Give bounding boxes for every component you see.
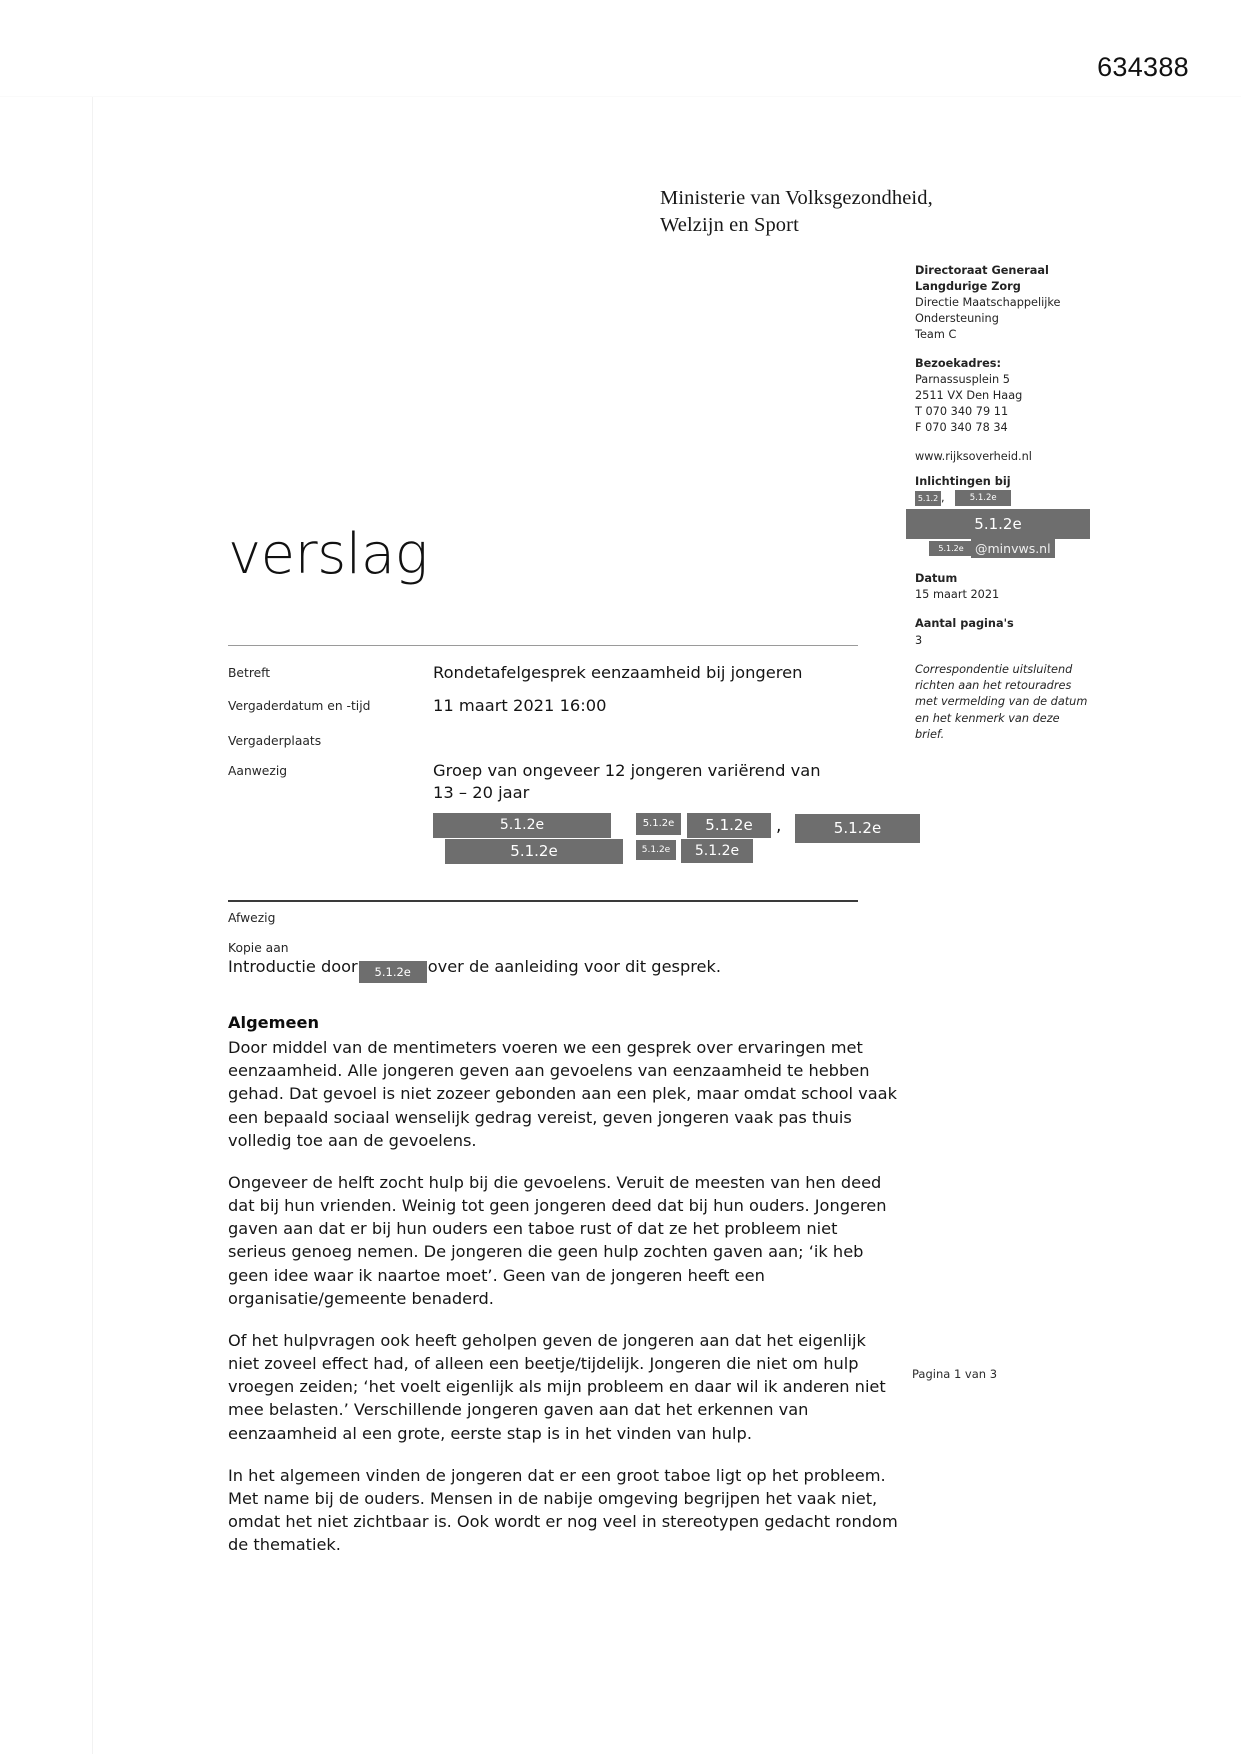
value-present (433, 760, 882, 868)
address-phone: T 070 340 79 11 (915, 405, 1009, 419)
redaction-bar-contact-2: 5.1.2e (955, 490, 1011, 506)
value-datetime: 11 maart 2021 16:00 (433, 696, 607, 716)
department-block (915, 263, 1125, 343)
contact-comma: , (941, 491, 945, 505)
meeting-metadata-table (228, 662, 882, 967)
correspondence-note-line-4: en het kenmerk van deze (915, 711, 1060, 725)
redaction-bar-contact-1: 5.1.2 (915, 491, 941, 506)
label-present: Aanwezig (228, 763, 288, 778)
body-paragraph-3: Of het hulpvragen ook heeft geholpen geven de jongeren aan dat het eigenlijk niet zoveel effect had, of alleen een beetje/tijdelijk. Jongeren die niet om hulp vroegen zeiden; ‘het voelt eigenlijk als mijn probleem en daar wil ik anderen niet mee belasten.’ Verschillende jongeren gaven aan dat het erkennen van eenzaamheid al een grote, eerste stap is in het vinden van hulp. (228, 1330, 886, 1443)
present-redaction-cluster (433, 813, 882, 867)
redaction-bar-attendee-3: 5.1.2e (687, 813, 771, 838)
visiting-address-block (915, 356, 1125, 436)
correspondence-note-line-5: brief. (915, 728, 945, 742)
ministry-logo (660, 185, 933, 239)
present-separator: , (776, 816, 782, 837)
redaction-bar-email-user: 5.1.2e (929, 541, 973, 556)
intro-text-before: Introductie door (228, 957, 358, 976)
department-name-line-1: Directoraat Generaal (915, 264, 1049, 277)
table-row-datetime (228, 695, 858, 717)
sidebar-metadata (915, 263, 1125, 756)
section-heading-algemeen: Algemeen (228, 1013, 319, 1032)
visiting-address-heading: Bezoekadres: (915, 357, 1001, 371)
correspondence-note-line-3: met vermelding van de datum (915, 695, 1088, 709)
redaction-bar-attendee-5: 5.1.2e (445, 839, 623, 864)
redaction-bar-attendee-4: 5.1.2e (795, 814, 920, 843)
department-name-line-2: Langdurige Zorg (915, 280, 1021, 294)
document-archive-number: 634388 (1097, 52, 1189, 82)
body-paragraph-2: Ongeveer de helft zocht hulp bij die gevoelens. Veruit de meesten van hen deed dat bij hun vrienden. Weinig tot geen jongeren deed dat bij hun ouders. Jongeren gaven aan dat er bij hun ouders een taboe rust of dat ze het probleem niet serieus genoeg nemen. De jongeren die geen hulp zochten gaven aan; ‘ik heb geen idee waar ik naartoe moet’. Geen van de jongeren heeft een organisatie/gemeente benaderd. (228, 1172, 887, 1308)
table-row-absent (228, 907, 858, 925)
address-street: Parnassusplein 5 (915, 373, 1010, 387)
divider-bottom (228, 900, 858, 902)
correspondence-note (915, 662, 1125, 744)
scan-margin-top (0, 0, 1241, 97)
page-count-value: 3 (915, 633, 923, 647)
table-row-location (228, 730, 858, 748)
page-title: verslag (228, 522, 428, 587)
redaction-bar-attendee-1: 5.1.2e (433, 813, 611, 838)
table-row-subject (228, 662, 858, 684)
address-city: 2511 VX Den Haag (915, 389, 1023, 403)
redaction-bar-attendee-7: 5.1.2e (681, 839, 753, 863)
redaction-bar-attendee-6: 5.1.2e (636, 840, 676, 860)
page-count-block (915, 616, 1125, 648)
footer-page-number: Pagina 1 van 3 (912, 1367, 998, 1381)
intro-paragraph (228, 955, 900, 983)
value-subject: Rondetafelgesprek eenzaamheid bij jongeren (433, 663, 803, 682)
body-paragraph-4: In het algemeen vinden de jongeren dat er een groot taboe ligt op het probleem. Met name bij de ouders. Mensen in de nabije omgeving begrijpen het vaak niet, omdat het niet zichtbaar is. Ook wordt er nog veel in stereotypen gedacht rondom de thematiek. (228, 1465, 898, 1555)
date-value: 15 maart 2021 (915, 588, 1000, 602)
label-datetime: Vergaderdatum en -tijd (228, 699, 371, 714)
label-location: Vergaderplaats (228, 733, 322, 748)
scan-margin-left (0, 0, 93, 1754)
ministry-logo-line-2: Welzijn en Sport (660, 214, 799, 237)
department-team: Team C (915, 328, 957, 342)
address-fax: F 070 340 78 34 (915, 421, 1008, 435)
present-text-line-1: Groep van ongeveer 12 jongeren variërend van (433, 760, 821, 780)
correspondence-note-line-1: Correspondentie uitsluitend (915, 662, 1073, 676)
date-block (915, 571, 1125, 603)
website-block (915, 449, 1125, 465)
contact-redaction-row (915, 491, 1011, 504)
email-domain: @minvws.nl (971, 539, 1055, 558)
label-copy-to: Kopie aan (228, 941, 289, 956)
page-count-heading: Aantal pagina's (915, 617, 1014, 631)
label-subject: Betreft (228, 666, 271, 680)
date-heading: Datum (915, 572, 958, 586)
table-row-present (228, 760, 882, 868)
ministry-logo-line-1: Ministerie van Volksgezondheid, (660, 187, 933, 209)
intro-text-after: over de aanleiding voor dit gesprek. (427, 957, 722, 976)
redaction-bar-contact-name: 5.1.2e (906, 509, 1090, 539)
department-sub-line-1: Directie Maatschappelijke (915, 296, 1061, 310)
department-sub-line-2: Ondersteuning (915, 312, 999, 326)
correspondence-note-line-2: richten aan het retouradres (915, 678, 1072, 692)
redaction-bar-attendee-2: 5.1.2e (636, 813, 681, 835)
label-absent: Afwezig (228, 911, 276, 926)
contact-heading: Inlichtingen bij (915, 475, 1011, 489)
redaction-bar-intro-speaker: 5.1.2e (359, 961, 427, 983)
divider-top (228, 645, 858, 646)
website-url[interactable]: www.rijksoverheid.nl (915, 450, 1032, 464)
table-row-copy-to (228, 937, 858, 955)
present-text-line-2: 13 – 20 jaar (433, 782, 530, 802)
document-body (228, 955, 900, 1575)
contact-email-row (929, 542, 1055, 555)
body-paragraph-1: Door middel van de mentimeters voeren we een gesprek over ervaringen met eenzaamheid. Alle jongeren geven aan gevoelens van eenzaamheid te hebben gehad. Dat gevoel is niet zozeer gebonden aan een plek, maar omdat school vaak een bepaald sociaal wenselijk gedrag vereist, geven jongeren vaak pas thuis volledig toe aan de gevoelens. (228, 1038, 897, 1150)
contact-block (915, 474, 1125, 558)
